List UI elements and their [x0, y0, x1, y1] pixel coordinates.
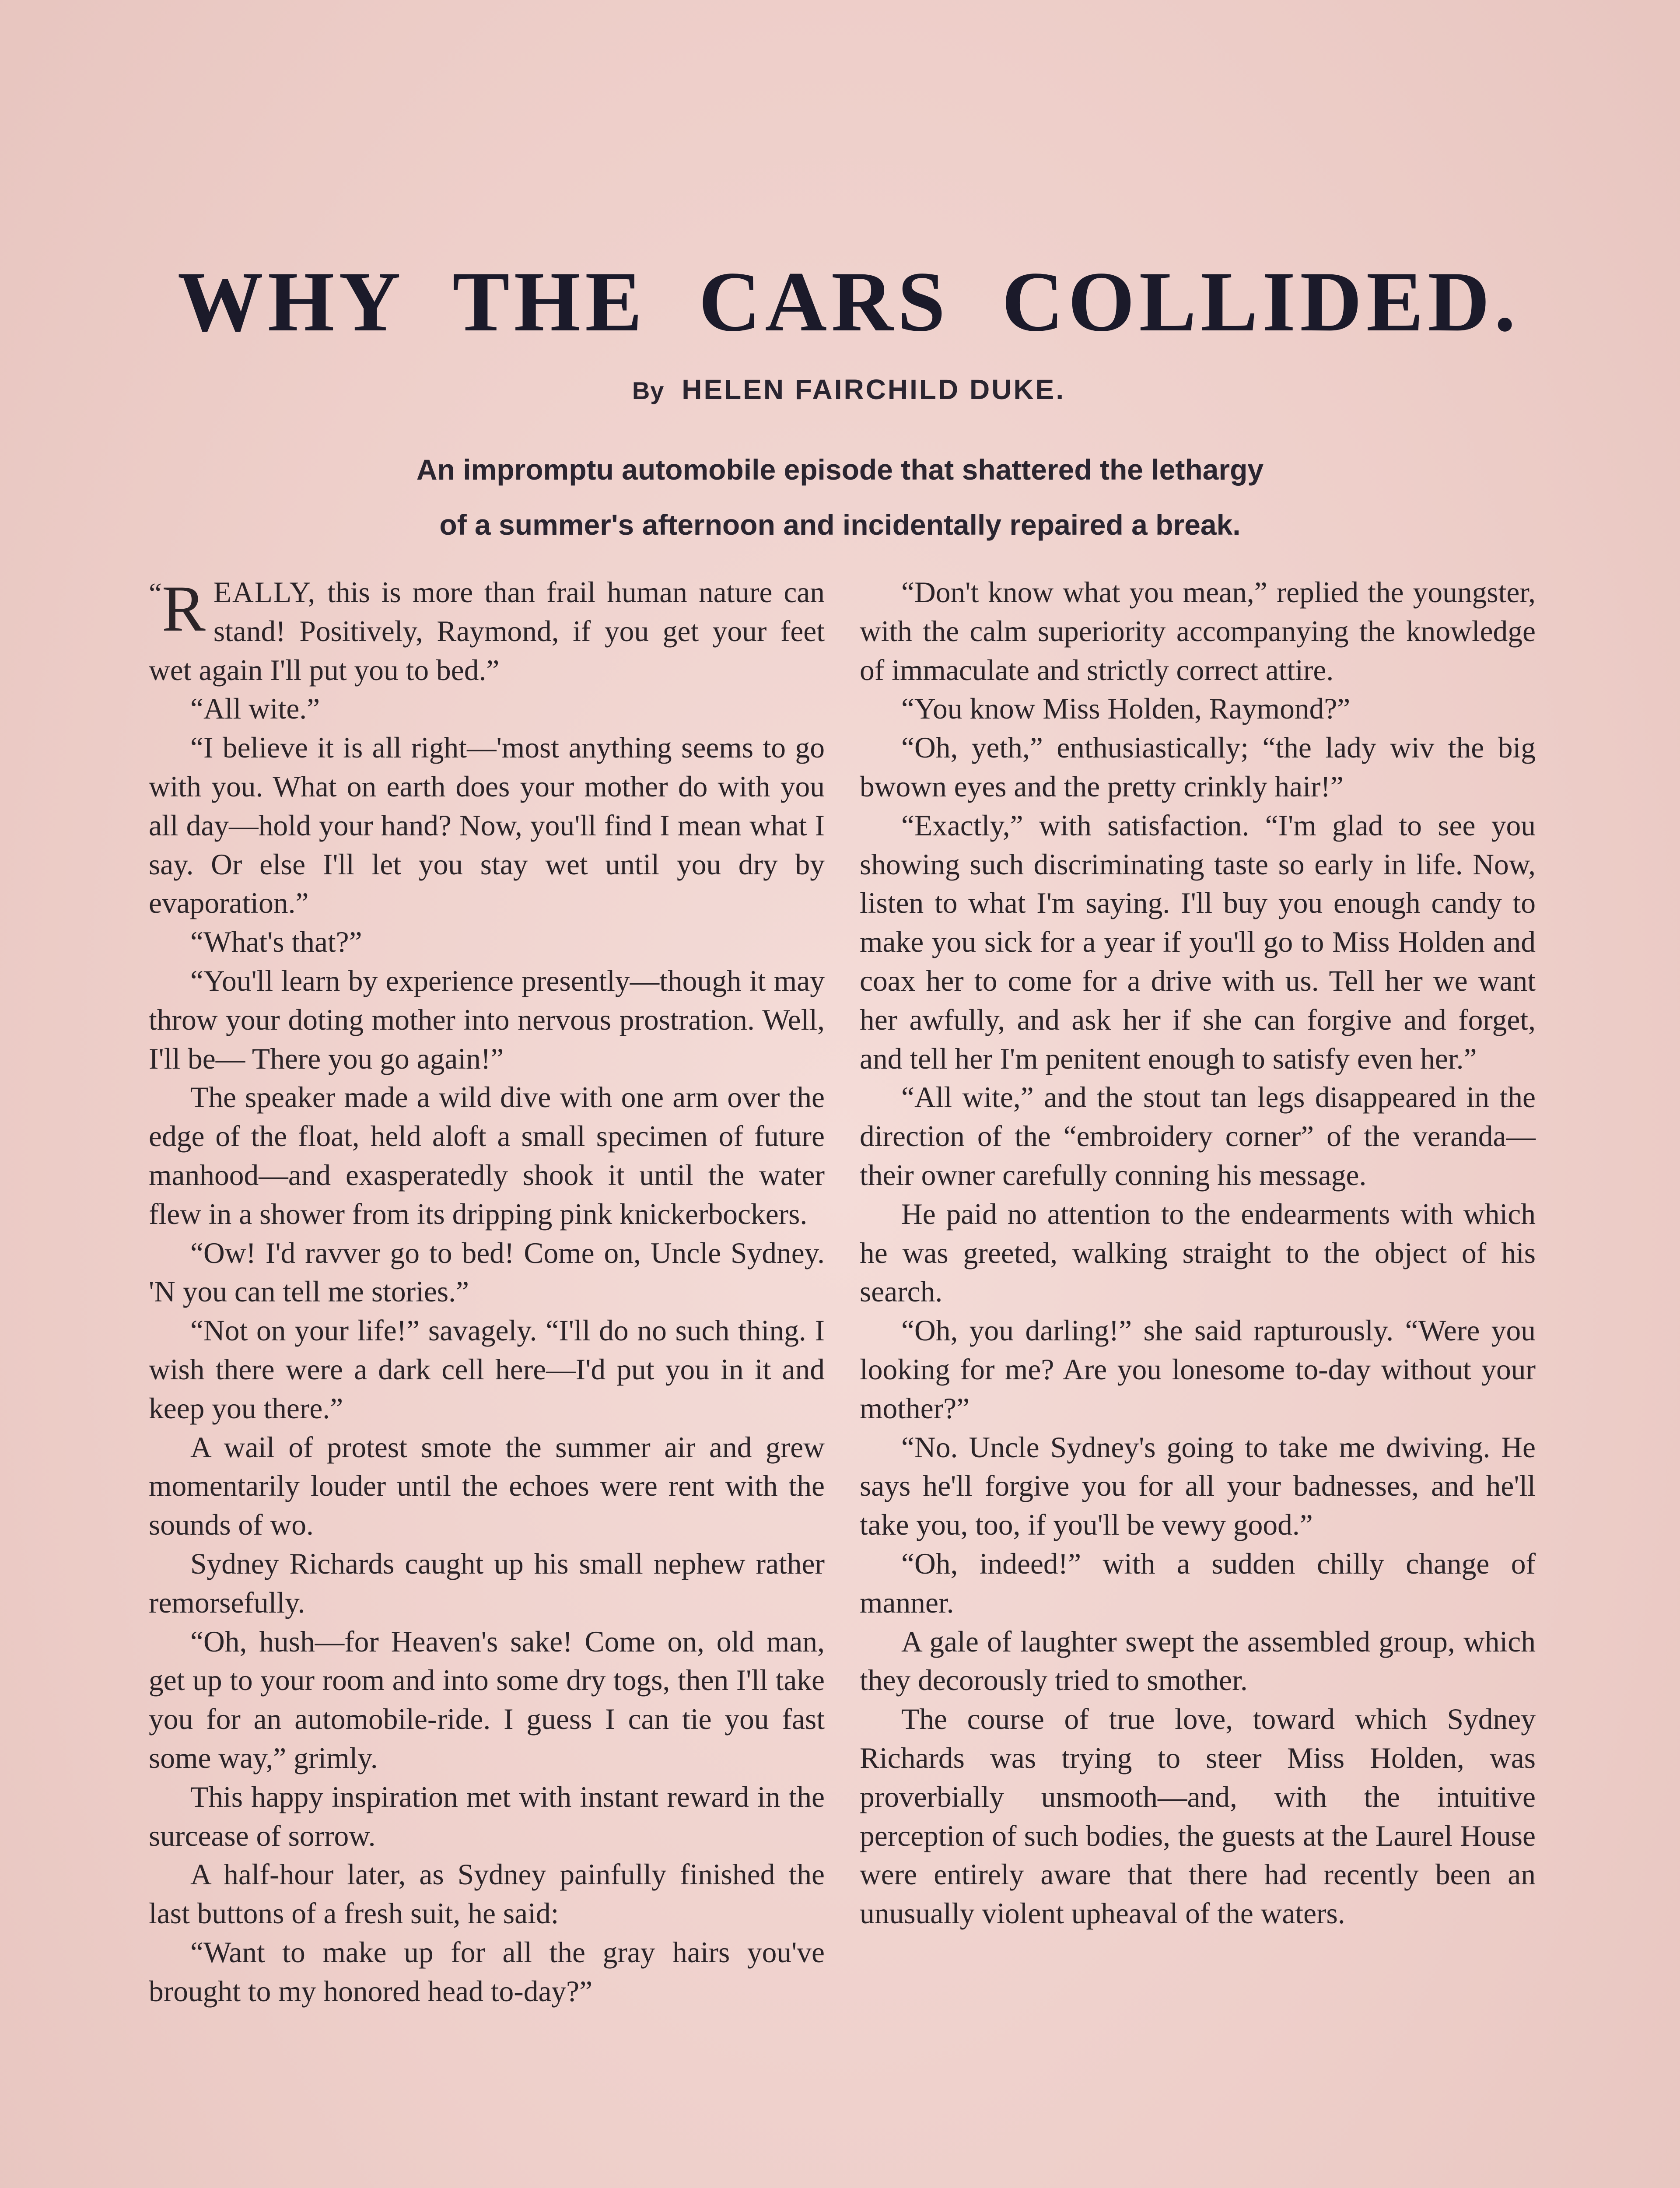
paragraph: “Don't know what you mean,” replied the youngster, with the calm superiority accompanying the knowledge of immaculate and strictly correct attire.: [860, 576, 1536, 687]
paragraph: The speaker made a wild dive with one arm over the edge of the float, held aloft a small specimen of future manhood—and exasperatedly shook it until the water flew in a shower from its dripping pink knickerbockers.: [149, 1081, 825, 1231]
drop-cap-letter: R: [161, 572, 206, 645]
paragraph: A wail of protest smote the summer air and grew momentarily louder until the echoes were rent with the sounds of wo.: [149, 1431, 825, 1542]
left-column: [149, 573, 825, 2011]
paragraph: “Not on your life!” savagely. “I'll do no such thing. I wish there were a dark cell here—I'd put you in it and keep you there.”: [149, 1314, 825, 1425]
subtitle-line-2: of a summer's afternoon and incidentally repaired a break.: [439, 508, 1241, 541]
paragraph: “What's that?”: [190, 926, 362, 959]
byline-prefix: By: [632, 377, 665, 404]
drop-cap: [149, 572, 206, 645]
paragraph: “You know Miss Holden, Raymond?”: [901, 692, 1351, 726]
paragraph: “Oh, you darling!” she said rapturously. “Were you looking for me? Are you lonesome to-day without your mother?”: [860, 1314, 1536, 1425]
paragraph: This happy inspiration met with instant reward in the surcease of sorrow.: [149, 1780, 825, 1852]
paragraph: “Want to make up for all the gray hairs you've brought to my honored head to-day?”: [149, 1936, 825, 2008]
paragraph: “Ow! I'd ravver go to bed! Come on, Uncle Sydney. 'N you can tell me stories.”: [149, 1236, 825, 1308]
paragraph: Sydney Richards caught up his small nephew rather remorsefully.: [149, 1547, 825, 1619]
opening-paragraph: [149, 573, 825, 690]
paragraph: He paid no attention to the endearments with which he was greeted, walking straight to the object of his search.: [860, 1197, 1536, 1308]
paragraph: A gale of laughter swept the assembled group, which they decorously tried to smother.: [860, 1625, 1536, 1697]
paragraph: “You'll learn by experience presently—though it may throw your doting mother into nervous prostration. Well, I'll be— There you go again!”: [149, 964, 825, 1075]
paragraph: “Exactly,” with satisfaction. “I'm glad to see you showing such discriminating taste so early in life. Now, listen to what I'm saying. I'll buy you enough candy to make you sick for a year if you'll go to Miss Holden and coax her to come for a drive with us. Tell her we want her awfully, and ask her if she can forgive and forget, and tell her I'm penitent enough to satisfy even her.”: [860, 809, 1536, 1075]
paragraph: this is more than frail human nature can stand! Positively, Raymond, if you get your feet wet again I'll put you to bed.”: [149, 576, 825, 687]
paragraph: “All wite.”: [190, 692, 320, 726]
author-name: HELEN FAIRCHILD DUKE.: [682, 374, 1066, 405]
paragraph: “Oh, indeed!” with a sudden chilly change of manner.: [860, 1547, 1536, 1619]
paragraph: “All wite,” and the stout tan legs disappeared in the direction of the “embroidery corner” of the veranda—their owner carefully conning his message.: [860, 1081, 1536, 1192]
article-subtitle: [306, 442, 1374, 552]
right-column: [860, 573, 1536, 1933]
first-word-rest: EALLY,: [213, 576, 316, 609]
paragraph: “Oh, yeth,” enthusiastically; “the lady wiv the big bwown eyes and the pretty crinkly hair!”: [860, 731, 1536, 803]
article-title: WHY THE CARS COLLIDED.: [177, 254, 1520, 349]
paragraph: The course of true love, toward which Sydney Richards was trying to steer Miss Holden, was proverbially unsmooth—and, with the intuitive perception of such bodies, the guests at the Laurel House were entirely aware that there had recently been an unusually violent upheaval of the waters.: [860, 1703, 1536, 1930]
drop-cap-quote: “: [149, 577, 162, 610]
paragraph: “I believe it is all right—'most anything seems to go with you. What on earth does your mother do with you all day—hold your hand? Now, you'll find I mean what I say. Or else I'll let you stay wet until you dry by evaporation.”: [149, 731, 825, 920]
paragraph: A half-hour later, as Sydney painfully finished the last buttons of a fresh suit, he said:: [149, 1858, 825, 1930]
subtitle-line-1: An impromptu automobile episode that shattered the lethargy: [416, 453, 1264, 486]
paragraph: “Oh, hush—for Heaven's sake! Come on, old man, get up to your room and into some dry togs, then I'll take you for an automobile-ride. I guess I can tie you fast some way,” grimly.: [149, 1625, 825, 1774]
paragraph: “No. Uncle Sydney's going to take me dwiving. He says he'll forgive you for all your badnesses, and he'll take you, too, if you'll be vewy good.”: [860, 1431, 1536, 1542]
byline: [149, 372, 1549, 408]
